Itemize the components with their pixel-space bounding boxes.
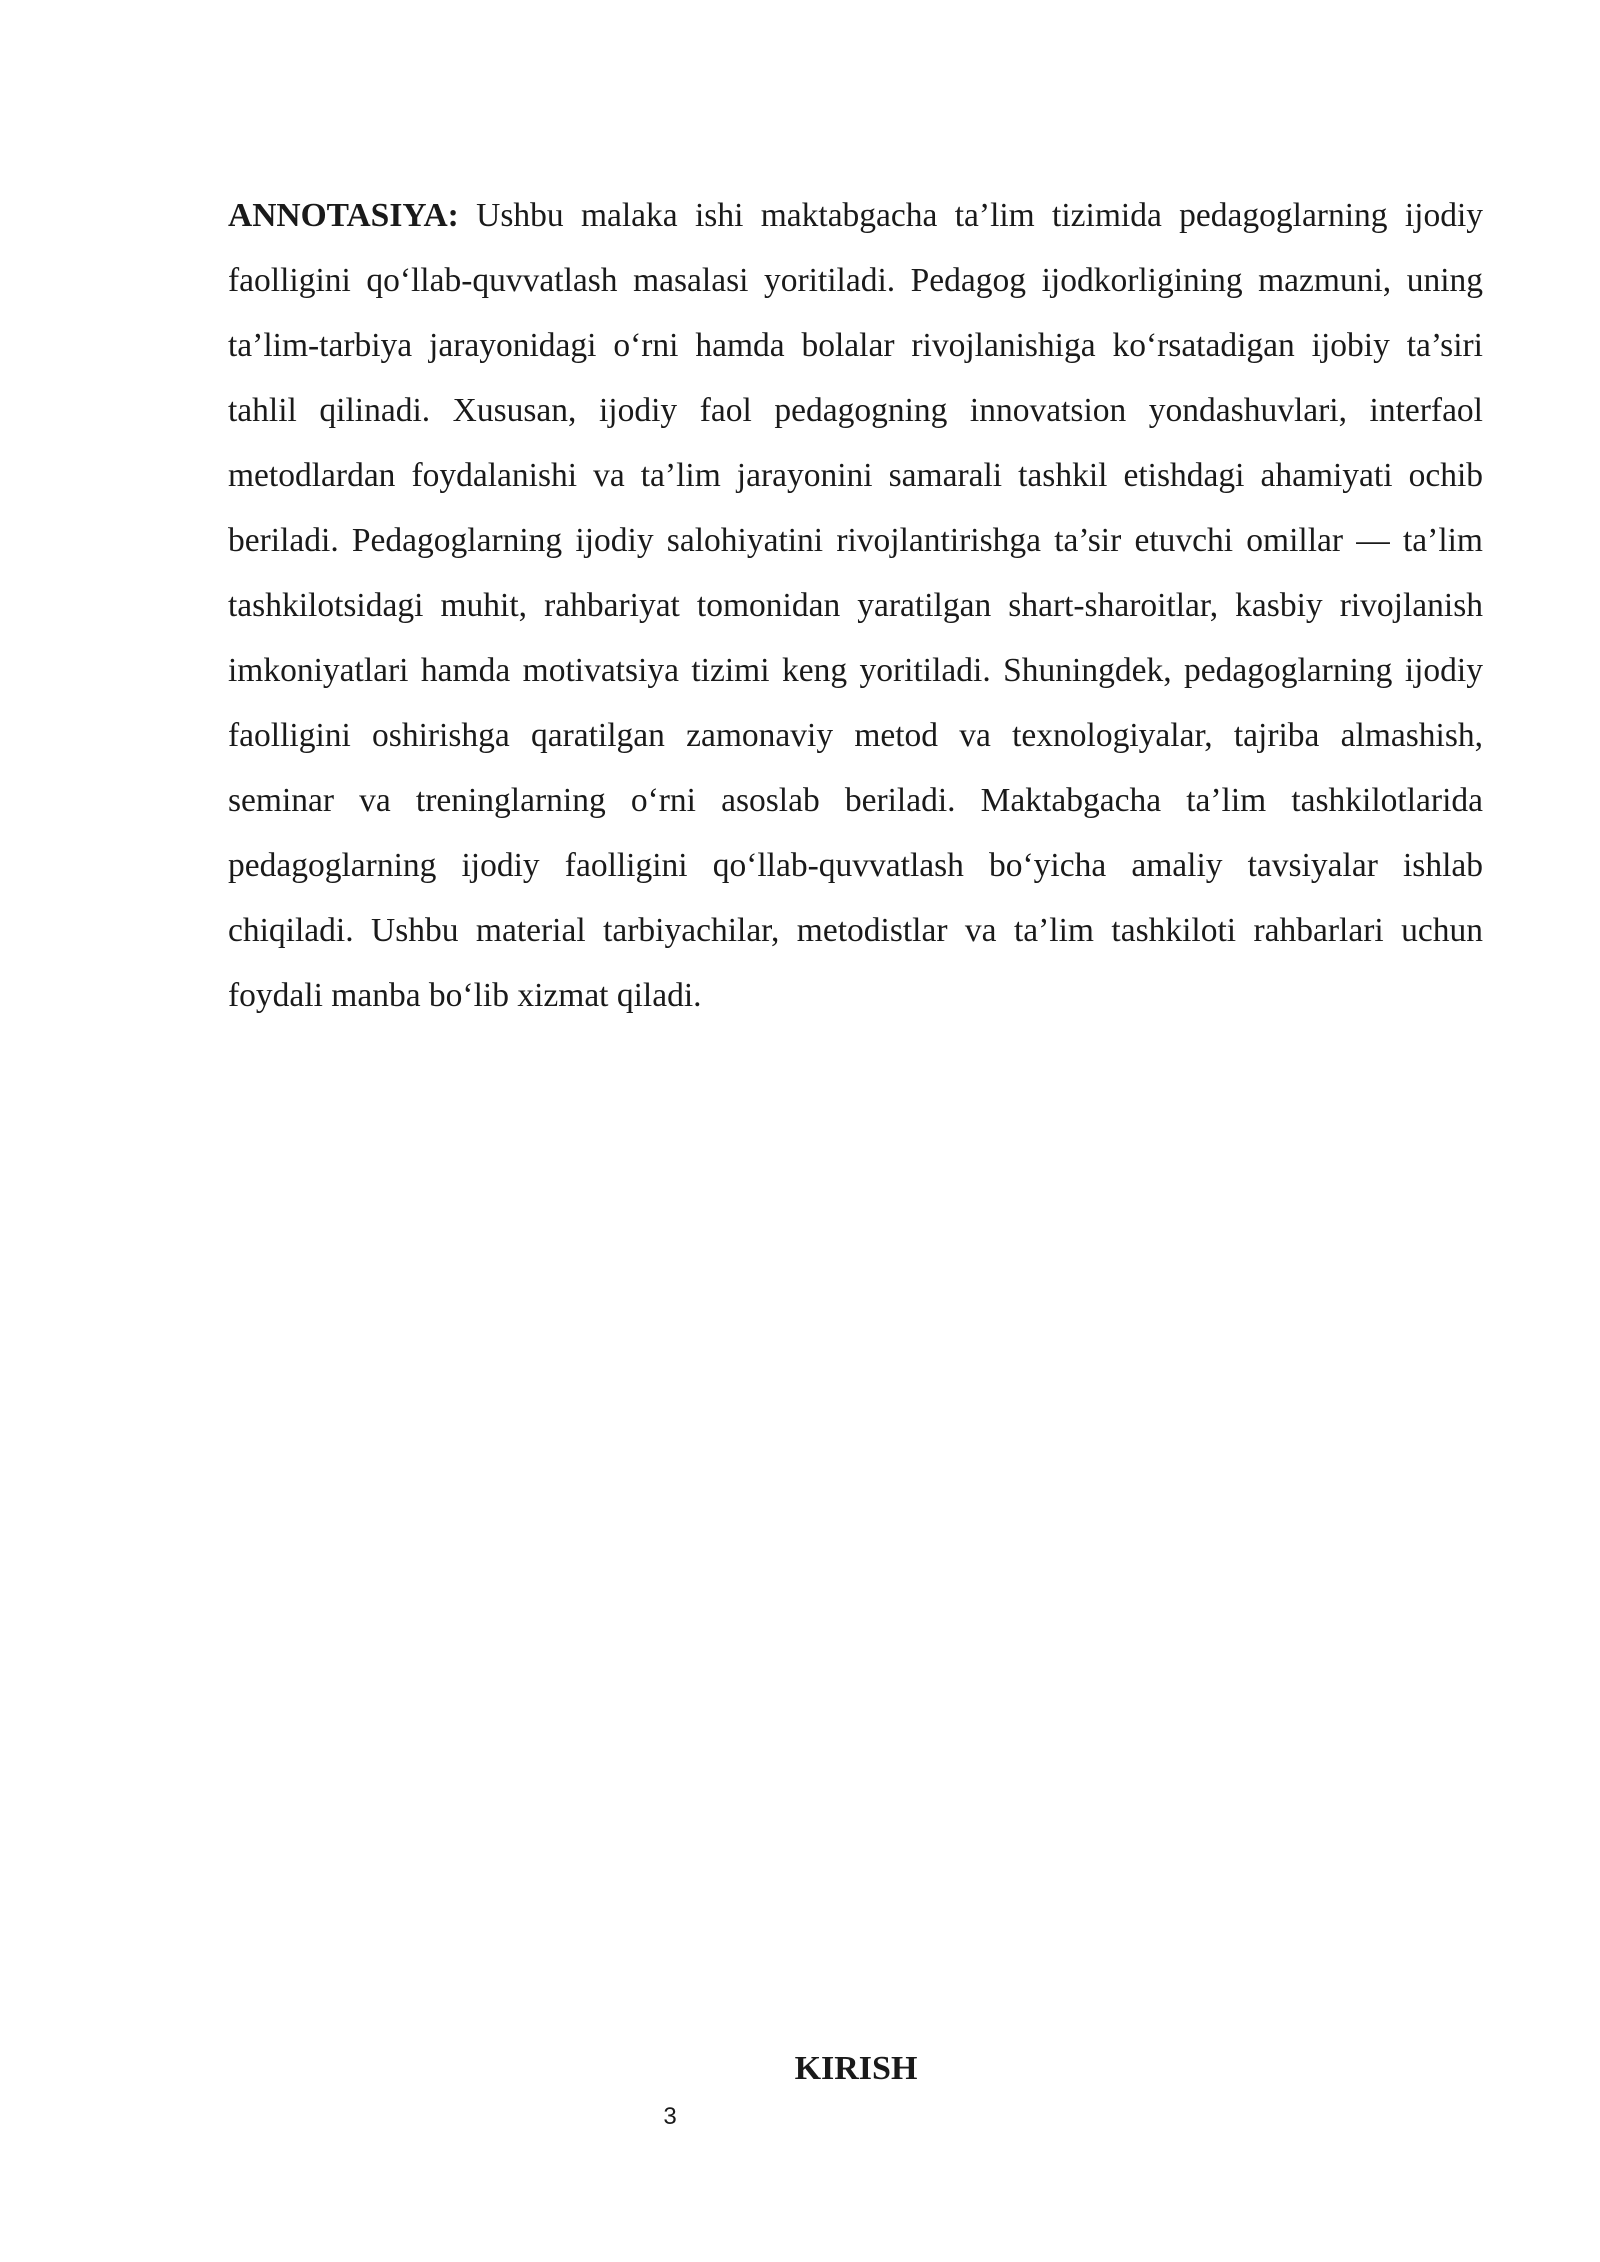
page-number: 3 (663, 2103, 677, 2130)
annotation-paragraph (228, 183, 1483, 1028)
annotation-text: Ushbu malaka ishi maktabgacha ta’lim tizimida pedagoglarning ijodiy faolligini qo‘llab-quvvatlash masalasi yoritiladi. Pedagog ijodkorligining mazmuni, uning ta’lim-tarbiya jarayonidagi o‘rni hamda bolalar rivojlanishiga ko‘rsatadigan ijobiy ta’siri tahlil qilinadi. Xususan, ijodiy faol pedagogning innovatsion yondashuvlari, interfaol metodlardan foydalanishi va ta’lim jarayonini samarali tashkil etishdagi ahamiyati ochib beriladi. Pedagoglarning ijodiy salohiyatini rivojlantirishga ta’sir etuvchi omillar — ta’lim tashkilotsidagi muhit, rahbariyat tomonidan yaratilgan shart-sharoitlar, kasbiy rivojlanish imkoniyatlari hamda motivatsiya tizimi keng yoritiladi. Shuningdek, pedagoglarning ijodiy faolligini oshirishga qaratilgan zamonaviy metod va texnologiyalar, tajriba almashish, seminar va treninglarning o‘rni asoslab beriladi. Maktabgacha ta’lim tashkilotlarida pedagoglarning ijodiy faolligini qo‘llab-quvvatlash bo‘yicha amaliy tavsiyalar ishlab chiqiladi. Ushbu material tarbiyachilar, metodistlar va ta’lim tashkiloti rahbarlari uchun foydali manba bo‘lib xizmat qiladi. (228, 197, 1484, 1014)
section-heading-kirish: KIRISH (794, 2050, 918, 2087)
annotation-label: ANNOTASIYA: (228, 197, 459, 234)
